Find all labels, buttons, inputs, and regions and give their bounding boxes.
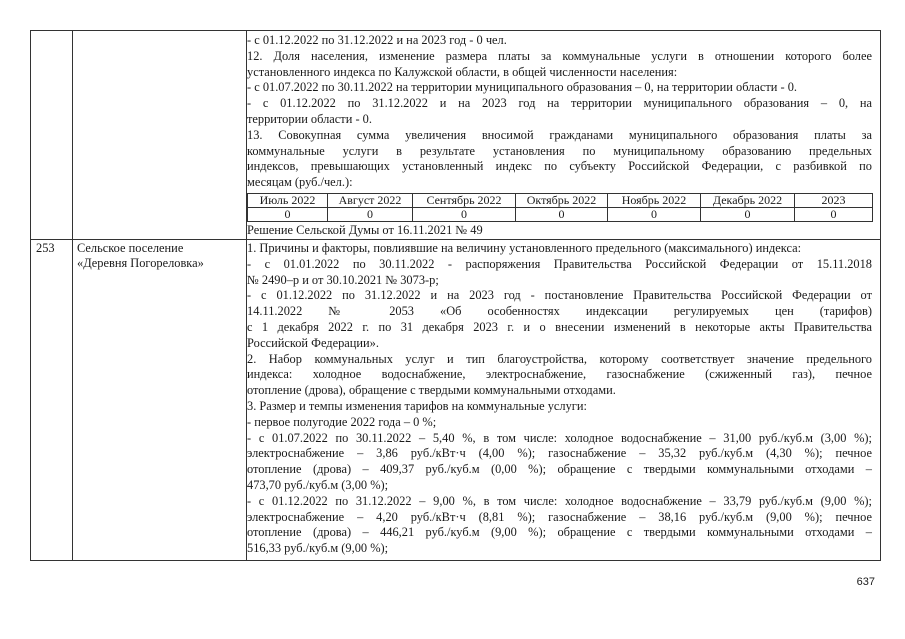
text-line: 14.11.2022 № 2053 «Об особенностях индексации регулируемых цен (тарифов) (247, 304, 872, 319)
settlement-name-line2: «Деревня Погореловка» (77, 256, 204, 270)
text-line: электроснабжение – 3,86 руб./кВт·ч (4,00 %); газоснабжение – 35,32 руб./куб.м (4,30 %); печное (247, 446, 872, 461)
text-line: индексов, превышающих установленный индекс по субъекту Российской Федерации, с разбивкой по (247, 159, 872, 174)
month-header: Июль 2022 (248, 194, 328, 208)
row-number: 253 (36, 241, 55, 255)
text-line: территории области - 0. (247, 112, 372, 126)
text-line: - с 01.07.2022 по 30.11.2022 – 5,40 %, в том числе: холодное водоснабжение – 31,00 руб./куб.м (3,00 %); (247, 430, 872, 445)
text-line: 2. Набор коммунальных услуг и тип благоустройства, которому соответствует значение предельного (247, 351, 872, 366)
text-line: 1. Причины и факторы, повлиявшие на величину установленного предельного (максимального) индекса: (247, 241, 802, 255)
month-header: Ноябрь 2022 (608, 194, 701, 208)
text-line: отопление (дрова), обращение с твердыми коммунальными отходами. (247, 383, 616, 398)
text-line: - с 01.12.2022 по 31.12.2022 и на 2023 год - постановление Правительства Российской Федерации от (247, 288, 872, 303)
text-line: 13. Совокупная сумма увеличения вносимой гражданами муниципального образования платы за (247, 127, 872, 142)
text-line: коммунальные услуги в результате установления по муниципальному образованию предельных (247, 143, 872, 158)
table-row (248, 208, 873, 222)
text-line: - с 01.12.2022 по 31.12.2022 и на 2023 год на территории муниципального образования – 0, на (247, 96, 872, 111)
text-line: отопление (дрова) – 446,21 руб./куб.м (9,00 %); обращение с твердыми коммунальными отходами – (247, 525, 872, 540)
text-line: - с 01.12.2022 по 31.12.2022 – 9,00 %, в том числе: холодное водоснабжение – 33,79 руб./куб.м (9,00 %); (247, 493, 872, 508)
text-line: № 2490–р и от 30.10.2021 № 3073-р; (247, 272, 439, 287)
text-line: 473,70 руб./куб.м (3,00 %); (247, 478, 389, 492)
text-line: 516,33 руб./куб.м (9,00 %); (247, 541, 389, 556)
month-value: 0 (328, 208, 413, 222)
month-header: Декабрь 2022 (701, 194, 795, 208)
month-header: Октябрь 2022 (516, 194, 608, 208)
column-divider (72, 31, 73, 560)
text-line: 12. Доля населения, изменение размера платы за коммунальные услуги в отношении которого более (247, 48, 872, 63)
month-value: 0 (248, 208, 328, 222)
row-divider (31, 239, 880, 240)
month-header: 2023 (795, 194, 873, 208)
text-line: - с 01.07.2022 по 30.11.2022 на территории муниципального образования – 0, на территории области - 0. (247, 80, 798, 95)
settlement-name-line1: Сельское поселение (77, 241, 184, 255)
text-line: месяцам (руб./чел.): (247, 175, 353, 190)
month-value: 0 (795, 208, 873, 222)
text-line: - с 01.01.2022 по 30.11.2022 - распоряжения Правительства Российской Федерации от 15.11.2018 (247, 256, 872, 271)
text-line: отопление (дрова) – 409,37 руб./куб.м (0,00 %); обращение с твердыми коммунальными отходами – (247, 462, 872, 477)
month-header: Август 2022 (328, 194, 413, 208)
month-value: 0 (516, 208, 608, 222)
table-header-row (248, 194, 873, 208)
text-line: установленного индекса по Калужской области, в общей численности населения: (247, 64, 678, 79)
text-line: электроснабжение – 4,20 руб./кВт·ч (8,81 %); газоснабжение – 38,16 руб./куб.м (9,00 %); печное (247, 509, 872, 524)
text-line: - первое полугодие 2022 года – 0 %; (247, 414, 437, 429)
text-line: с 1 декабря 2022 г. по 31 декабря 2023 г. и о внесении изменений в некоторые акты Правительства (247, 320, 872, 334)
month-value: 0 (608, 208, 701, 222)
decision-reference: Решение Сельской Думы от 16.11.2021 № 49 (247, 223, 483, 237)
month-value: 0 (413, 208, 516, 222)
text-line: 3. Размер и темпы изменения тарифов на коммунальные услуги: (247, 399, 587, 413)
text-line: Российской Федерации». (247, 335, 379, 350)
text-line: индекса: холодное водоснабжение, электроснабжение, газоснабжение (сжиженный газ), печное (247, 367, 872, 382)
month-header: Сентябрь 2022 (413, 194, 516, 208)
month-value: 0 (701, 208, 795, 222)
monthly-increase-table (247, 193, 873, 222)
text-line: - с 01.12.2022 по 31.12.2022 и на 2023 год - 0 чел. (247, 33, 507, 47)
page-number: 637 (856, 576, 875, 588)
